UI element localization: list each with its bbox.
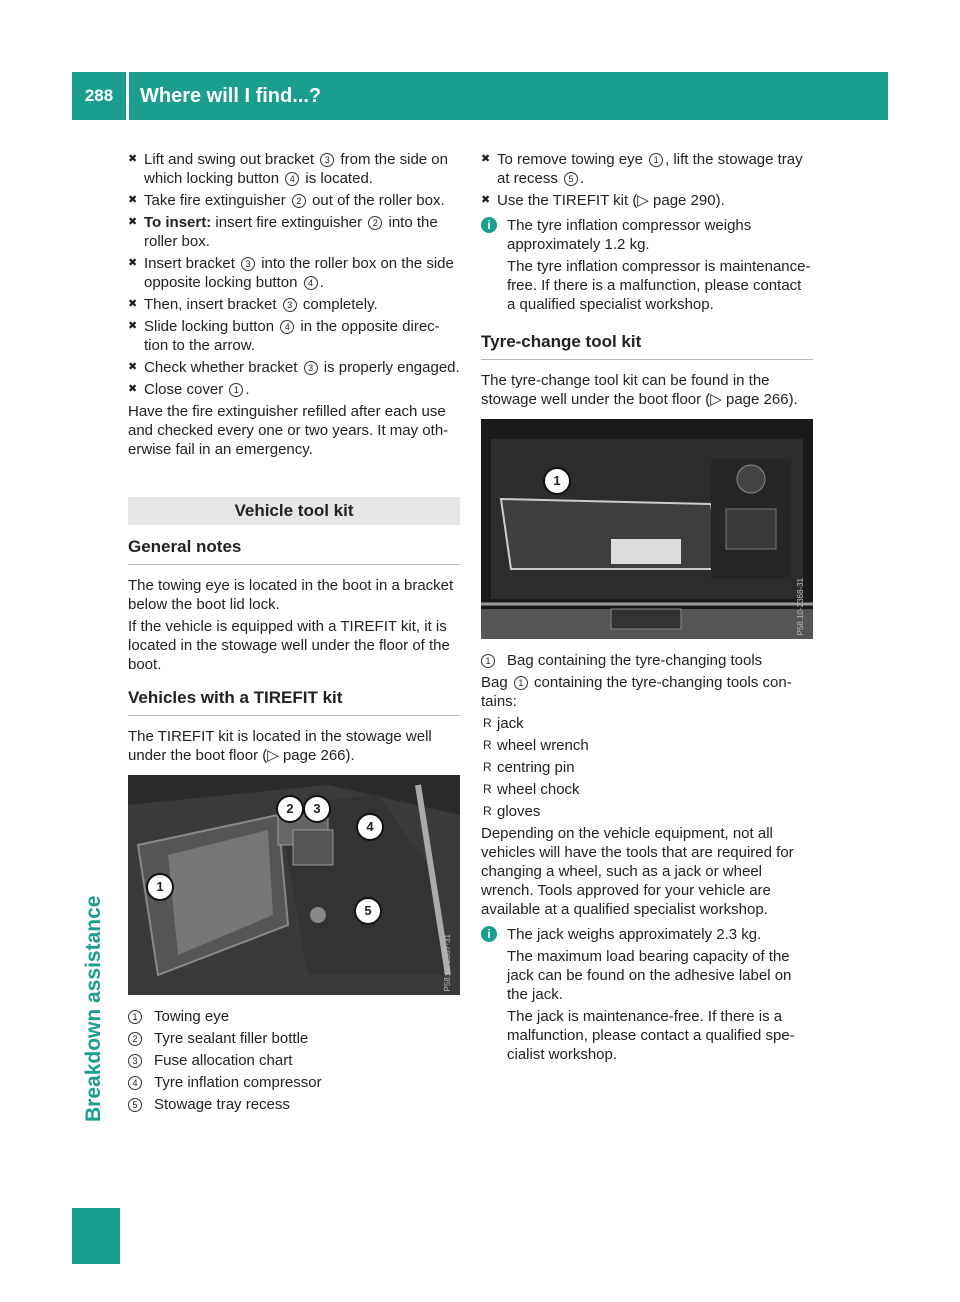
photo-code: P58.10-2367-31 bbox=[443, 933, 452, 991]
step-item bbox=[128, 213, 460, 251]
step-text: . bbox=[580, 170, 585, 187]
callout-number: 3 bbox=[241, 257, 255, 271]
page-title: Where will I find...? bbox=[140, 85, 322, 107]
info-compressor-maintenance: The tyre inflation compressor is maintenance-free. If there is a malfunction, please contact a qualified specialist workshop. bbox=[507, 258, 811, 313]
step-text: To remove towing eye bbox=[497, 151, 648, 168]
legend-item bbox=[128, 1073, 460, 1092]
tirefit-p1: The TIREFIT kit is located in the stowage well under the boot floor (▷ page 266). bbox=[128, 728, 432, 764]
step-item bbox=[128, 358, 460, 377]
callout-number: 4 bbox=[285, 172, 299, 186]
step-arrow-icon: ✖ bbox=[481, 194, 491, 206]
step-bold-label: To insert: bbox=[144, 214, 212, 231]
tyre-kit-p1: The tyre-change tool kit can be found in the stowage well under the boot floor (▷ page 266). bbox=[481, 372, 798, 408]
legend-text: Tyre inflation compressor bbox=[154, 1074, 322, 1091]
callout-number: 2 bbox=[368, 216, 382, 230]
step-text: . bbox=[245, 381, 250, 398]
callout-number: 3 bbox=[320, 153, 334, 167]
info-icon: i bbox=[481, 217, 497, 233]
step-text: Use the TIREFIT kit (▷ page 290). bbox=[497, 192, 725, 209]
photo-callout: 3 bbox=[303, 795, 331, 823]
heading-tirefit: Vehicles with a TIREFIT kit bbox=[128, 688, 460, 716]
legend-text: Fuse allocation chart bbox=[154, 1052, 293, 1069]
step-arrow-icon: ✖ bbox=[481, 153, 491, 165]
refill-note: Have the fire extinguisher refilled after each use and checked every one or two years. It may oth-erwise fail in an emergency. bbox=[128, 403, 449, 458]
step-text: Lift and swing out bracket bbox=[144, 151, 319, 168]
callout-number: 3 bbox=[283, 298, 297, 312]
depending-note: Depending on the vehicle equipment, not all vehicles will have the tools that are required for changing a wheel, such as a jack or wheel wrench. Tools approved for your vehicle are available at a qualified specialist workshop. bbox=[481, 825, 794, 918]
legend-text: Towing eye bbox=[154, 1008, 230, 1025]
step-arrow-icon: ✖ bbox=[128, 361, 138, 373]
legend-item: 1 Bag containing the tyre-changing tools bbox=[481, 651, 813, 670]
photo-code: P58.10-2368-31 bbox=[796, 577, 805, 635]
bullet-icon: R bbox=[483, 716, 492, 730]
step-item bbox=[128, 191, 460, 210]
legend-item bbox=[128, 1007, 460, 1026]
step-arrow-icon: ✖ bbox=[128, 257, 138, 269]
bullet-icon: R bbox=[483, 804, 492, 818]
info-jack-capacity: The maximum load bearing capacity of the jack can be found on the adhesive label on the jack. bbox=[507, 948, 792, 1003]
photo-callout: 1 bbox=[543, 467, 571, 495]
step-item bbox=[128, 380, 460, 399]
list-item bbox=[481, 780, 813, 799]
right-steps bbox=[481, 150, 813, 210]
list-item-text: centring pin bbox=[497, 759, 575, 776]
step-item bbox=[128, 150, 460, 188]
legend-number: 1 bbox=[128, 1010, 142, 1024]
side-tab-label: Breakdown assistance bbox=[82, 895, 105, 1122]
callout-number: 4 bbox=[280, 320, 294, 334]
step-arrow-icon: ✖ bbox=[128, 383, 138, 395]
info-jack-maintenance: The jack is maintenance-free. If there is a malfunction, please contact a qualified spe-cialist workshop. bbox=[507, 1008, 795, 1063]
legend-item bbox=[128, 1029, 460, 1048]
step-arrow-icon: ✖ bbox=[128, 153, 138, 165]
step-text: in the opposite direc-tion to the arrow. bbox=[144, 318, 440, 354]
step-text: , lift the stowage tray at recess bbox=[497, 151, 803, 187]
callout-number: 5 bbox=[564, 172, 578, 186]
callout-number: 3 bbox=[304, 361, 318, 375]
bullet-icon: R bbox=[483, 738, 492, 752]
list-item bbox=[481, 802, 813, 821]
step-item bbox=[128, 295, 460, 314]
heading-general-notes: General notes bbox=[128, 537, 460, 565]
step-text: into the roller box. bbox=[144, 214, 438, 250]
left-column bbox=[128, 150, 460, 1117]
bag-intro: Bag 1 containing the tyre-changing tools con-tains: bbox=[481, 674, 792, 710]
step-text: out of the roller box. bbox=[307, 192, 445, 209]
legend-number: 2 bbox=[128, 1032, 142, 1046]
tool-kit-illustration bbox=[481, 419, 813, 639]
step-text: Slide locking button bbox=[144, 318, 279, 335]
legend-number: 4 bbox=[128, 1076, 142, 1090]
photo-callout: 1 bbox=[146, 873, 174, 901]
general-notes-p1: The towing eye is located in the boot in a bracket below the boot lid lock. bbox=[128, 577, 454, 613]
step-text: Close cover bbox=[144, 381, 228, 398]
photo-callout: 4 bbox=[356, 813, 384, 841]
callout-number: 1 bbox=[649, 153, 663, 167]
photo-callout: 2 bbox=[276, 795, 304, 823]
legend-item bbox=[128, 1051, 460, 1070]
section-heading-vehicle-tool-kit: Vehicle tool kit bbox=[128, 497, 460, 525]
step-text: Check whether bracket bbox=[144, 359, 302, 376]
list-item bbox=[481, 736, 813, 755]
bullet-icon: R bbox=[483, 782, 492, 796]
general-notes-p2: If the vehicle is equipped with a TIREFIT kit, it is located in the stowage well under the floor of the boot. bbox=[128, 618, 450, 673]
step-arrow-icon: ✖ bbox=[128, 320, 138, 332]
step-text: . bbox=[319, 274, 324, 291]
info-note-compressor bbox=[481, 216, 813, 314]
step-text: is located. bbox=[301, 170, 373, 187]
boot-photo-tirefit bbox=[128, 775, 460, 995]
legend-text: Tyre sealant filler bottle bbox=[154, 1030, 309, 1047]
heading-tyre-change-tool-kit: Tyre-change tool kit bbox=[481, 332, 813, 360]
step-text: Then, insert bracket bbox=[144, 296, 281, 313]
info-compressor-weight: The tyre inflation compressor weighs approximately 1.2 kg. bbox=[507, 217, 752, 253]
step-text: from the side on which locking button bbox=[144, 151, 448, 187]
list-item-text: gloves bbox=[497, 803, 541, 820]
boot-photo-tool-kit bbox=[481, 419, 813, 639]
step-item bbox=[481, 191, 813, 210]
step-item bbox=[128, 317, 460, 355]
info-icon: i bbox=[481, 926, 497, 942]
step-text: Take fire extinguisher bbox=[144, 192, 290, 209]
left-steps bbox=[128, 150, 460, 399]
legend-number: 5 bbox=[128, 1098, 142, 1112]
callout-number: 2 bbox=[292, 194, 306, 208]
header-divider bbox=[126, 72, 129, 120]
step-text: insert fire extinguisher bbox=[211, 214, 367, 231]
list-item bbox=[481, 714, 813, 733]
bullet-icon: R bbox=[483, 760, 492, 774]
step-text: completely. bbox=[298, 296, 378, 313]
photo-callout: 5 bbox=[354, 897, 382, 925]
left-legend bbox=[128, 1007, 460, 1114]
step-text: Insert bracket bbox=[144, 255, 240, 272]
info-jack-weight: The jack weighs approximately 2.3 kg. bbox=[507, 926, 762, 943]
callout-number: 1 bbox=[229, 383, 243, 397]
step-item bbox=[128, 254, 460, 292]
step-text: into the roller box on the side opposite locking button bbox=[144, 255, 454, 291]
list-item-text: jack bbox=[497, 715, 524, 732]
step-arrow-icon: ✖ bbox=[128, 194, 138, 206]
legend-number: 3 bbox=[128, 1054, 142, 1068]
step-arrow-icon: ✖ bbox=[128, 216, 138, 228]
list-item bbox=[481, 758, 813, 777]
list-item-text: wheel wrench bbox=[497, 737, 589, 754]
step-text: is properly engaged. bbox=[319, 359, 460, 376]
side-tab-marker bbox=[72, 1208, 120, 1264]
right-column bbox=[481, 150, 813, 1067]
step-arrow-icon: ✖ bbox=[128, 298, 138, 310]
info-note-jack bbox=[481, 925, 813, 1064]
list-item-text: wheel chock bbox=[497, 781, 580, 798]
legend-item bbox=[128, 1095, 460, 1114]
step-item bbox=[481, 150, 813, 188]
callout-number: 4 bbox=[304, 276, 318, 290]
legend-text: Stowage tray recess bbox=[154, 1096, 290, 1113]
page-number: 288 bbox=[84, 86, 114, 105]
tool-list bbox=[481, 714, 813, 821]
